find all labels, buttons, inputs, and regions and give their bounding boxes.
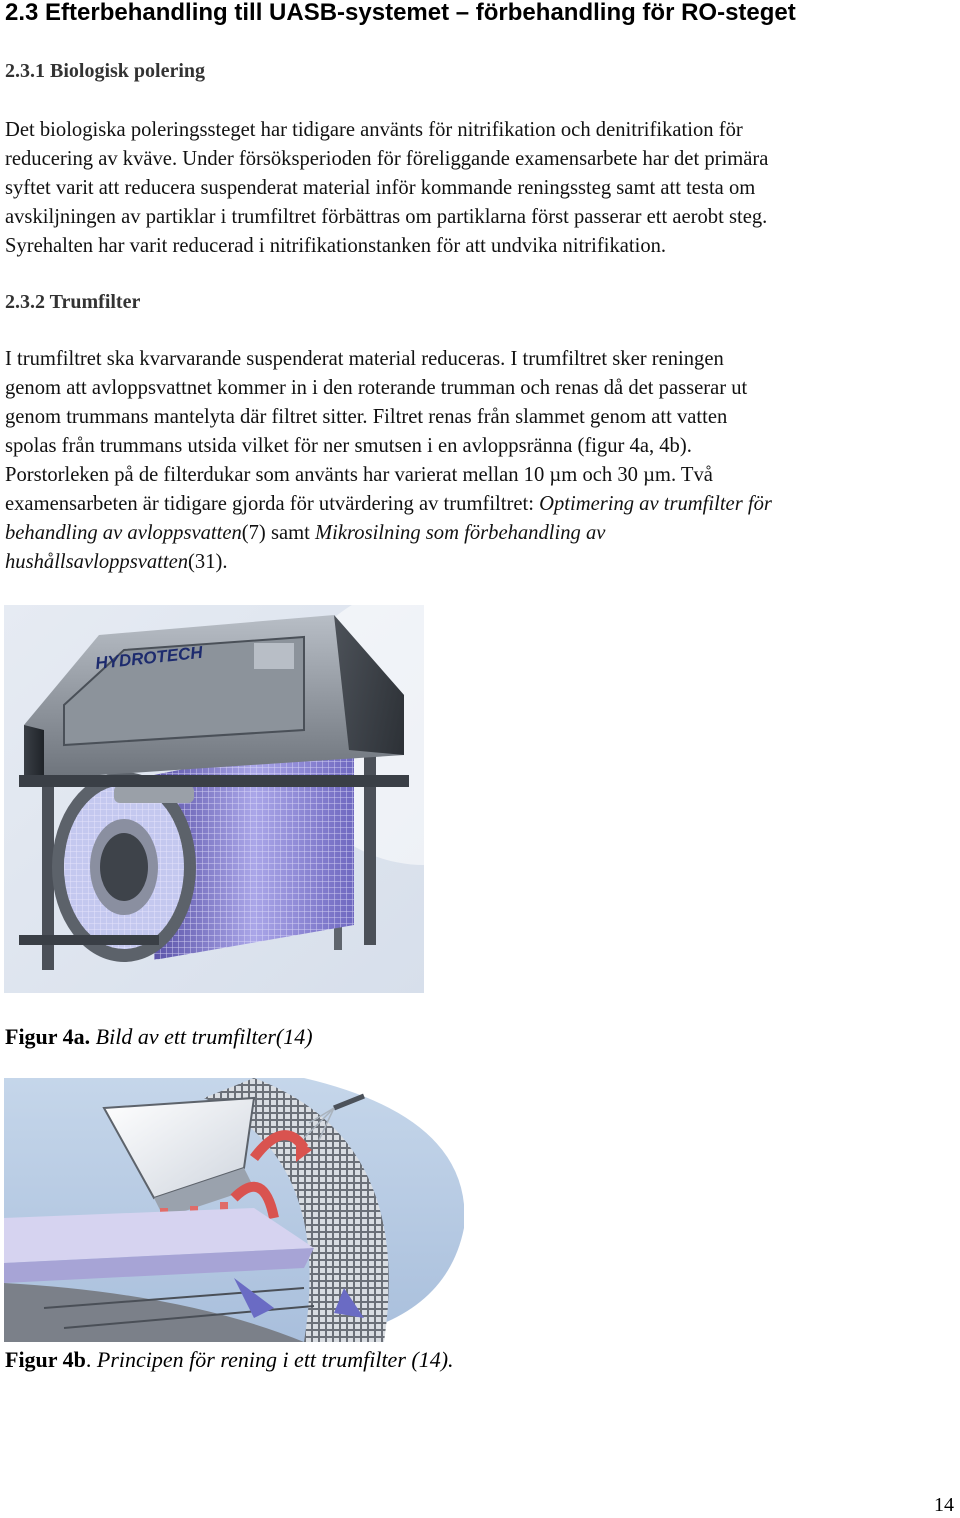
text-line: genom trummans mantelyta där filtret sitter. Filtret renas från slammet genom att vatten (5, 406, 728, 428)
figure-4a-drum-filter-image (4, 605, 424, 993)
thesis-title-italic: behandling av avloppsvatten (5, 522, 242, 544)
caption-label: Figur 4b (5, 1347, 86, 1372)
caption-label: Figur 4a. (5, 1024, 91, 1049)
text-line (5, 548, 950, 577)
reference-fragment: (7) samt (241, 522, 315, 544)
caption-text: Principen för rening i ett trumfilter (14). (96, 1347, 454, 1372)
hydrotech-logo-text: HYDROTECH (94, 642, 204, 673)
paragraph-biologisk-polering (5, 116, 950, 261)
text-line: Syrehalten har varit reducerad i nitrifikationstanken för att undvika nitrifikation. (5, 235, 667, 257)
subsection-title-biologisk-polering: 2.3.1 Biologisk polering (5, 60, 206, 82)
text-line: spolas från trummans utsida vilket för ner smutsen i en avloppsränna (figur 4a, 4b). (5, 435, 692, 457)
text-fragment: examensarbeten är tidigare gjorda för utvärdering av trumfiltret: (5, 493, 540, 515)
text-line: Det biologiska poleringssteget har tidigare använts för nitrifikation och denitrifikation för (5, 119, 743, 141)
figure-4b-caption (5, 1346, 454, 1374)
page-number: 14 (934, 1494, 954, 1516)
thesis-title-italic: Optimering av trumfilter för (539, 493, 772, 515)
caption-separator: . (85, 1347, 97, 1372)
caption-text: Bild av ett trumfilter(14) (90, 1024, 313, 1049)
subsection-title-trumfilter: 2.3.2 Trumfilter (5, 291, 141, 313)
text-line: reducering av kväve. Under försöksperioden för föreliggande examensarbete har det primära (5, 148, 769, 170)
text-line: avskiljningen av partiklar i trumfiltret förbättras om partiklarna först passerar ett aerobt steg. (5, 206, 768, 228)
figure-4a-caption (5, 1023, 313, 1051)
figure-4b-principle-image (4, 1078, 464, 1342)
section-heading: 2.3 Efterbehandling till UASB-systemet – förbehandling för RO-steget (5, 0, 796, 26)
text-line: syftet varit att reducera suspenderat material inför kommande reningssteg samt att testa om (5, 177, 756, 199)
text-line: Porstorleken på de filterdukar som använts har varierat mellan 10 µm och 30 µm. Två (5, 464, 713, 486)
text-line: genom att avloppsvattnet kommer in i den roterande trumman och renas då det passerar ut (5, 377, 748, 399)
thesis-title-italic: hushållsavloppsvatten (5, 551, 189, 573)
thesis-title-italic: Mikrosilning som förbehandling av (315, 522, 606, 544)
text-line (5, 519, 950, 548)
text-line: I trumfiltret ska kvarvarande suspenderat material reduceras. I trumfiltret sker reningen (5, 348, 724, 370)
text-line (5, 490, 950, 519)
reference-fragment: (31). (188, 551, 228, 573)
paragraph-trumfilter (5, 345, 950, 577)
